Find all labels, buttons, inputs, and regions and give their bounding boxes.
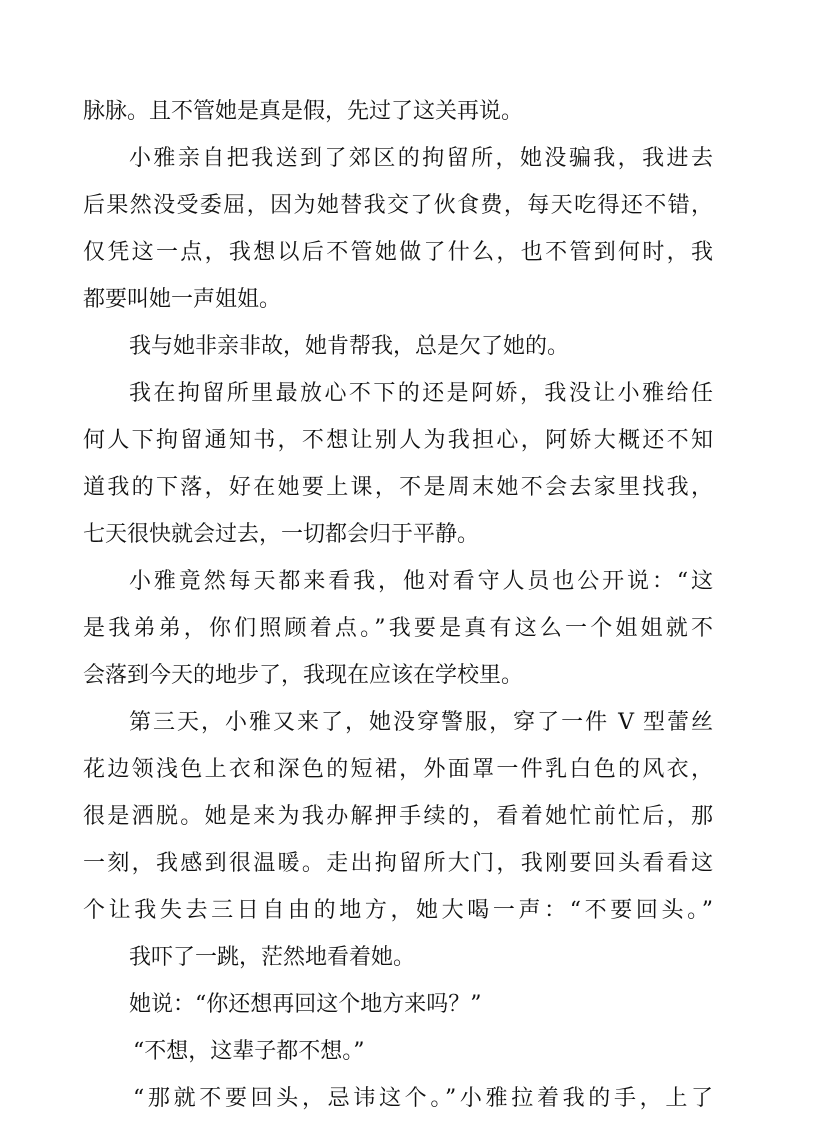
- text-line: 她说：“你还想再回这个地方来吗？”: [129, 992, 482, 1017]
- text-line: 脉脉。且不管她是真是假，先过了这关再说。: [83, 99, 524, 124]
- text-line: 后果然没受委屈，因为她替我交了伙食费，每天吃得还不错，: [83, 193, 713, 218]
- text-line: 我与她非亲非故，她肯帮我，总是欠了她的。: [129, 334, 570, 359]
- text-line: 小雅亲自把我送到了郊区的拘留所，她没骗我，我进去: [129, 146, 713, 171]
- text-line: “不想，这辈子都不想。”: [133, 1039, 365, 1064]
- text-line: 花边领浅色上衣和深色的短裙，外面罩一件乳白色的风衣，: [83, 757, 713, 782]
- text-line: 都要叫她一声姐姐。: [83, 287, 282, 312]
- text-line: 一刻，我感到很温暖。走出拘留所大门，我刚要回头看看这: [83, 851, 713, 876]
- text-line: “那就不要回头，忌讳这个。”小雅拉着我的手，上了: [133, 1086, 713, 1111]
- text-line: 何人下拘留通知书，不想让别人为我担心，阿娇大概还不知: [83, 428, 713, 453]
- text-line: 是我弟弟，你们照顾着点。”我要是真有这么一个姐姐就不: [83, 616, 713, 641]
- text-line: 我在拘留所里最放心不下的还是阿娇，我没让小雅给任: [129, 381, 713, 406]
- text-line: 很是洒脱。她是来为我办解押手续的，看着她忙前忙后，那: [83, 804, 713, 829]
- text-line: 我吓了一跳，茫然地看着她。: [129, 945, 416, 970]
- text-line: 第三天，小雅又来了，她没穿警服，穿了一件 V 型蕾丝: [129, 710, 713, 735]
- text-line: 个让我失去三日自由的地方，她大喝一声：“不要回头。”: [83, 898, 713, 923]
- text-line: 会落到今天的地步了，我现在应该在学校里。: [83, 663, 524, 688]
- text-line: 小雅竟然每天都来看我，他对看守人员也公开说：“这: [129, 569, 713, 594]
- text-line: 七天很快就会过去，一切都会归于平静。: [83, 522, 480, 547]
- text-line: 仅凭这一点，我想以后不管她做了什么，也不管到何时，我: [83, 240, 713, 265]
- text-line: 道我的下落，好在她要上课，不是周末她不会去家里找我，: [83, 475, 713, 500]
